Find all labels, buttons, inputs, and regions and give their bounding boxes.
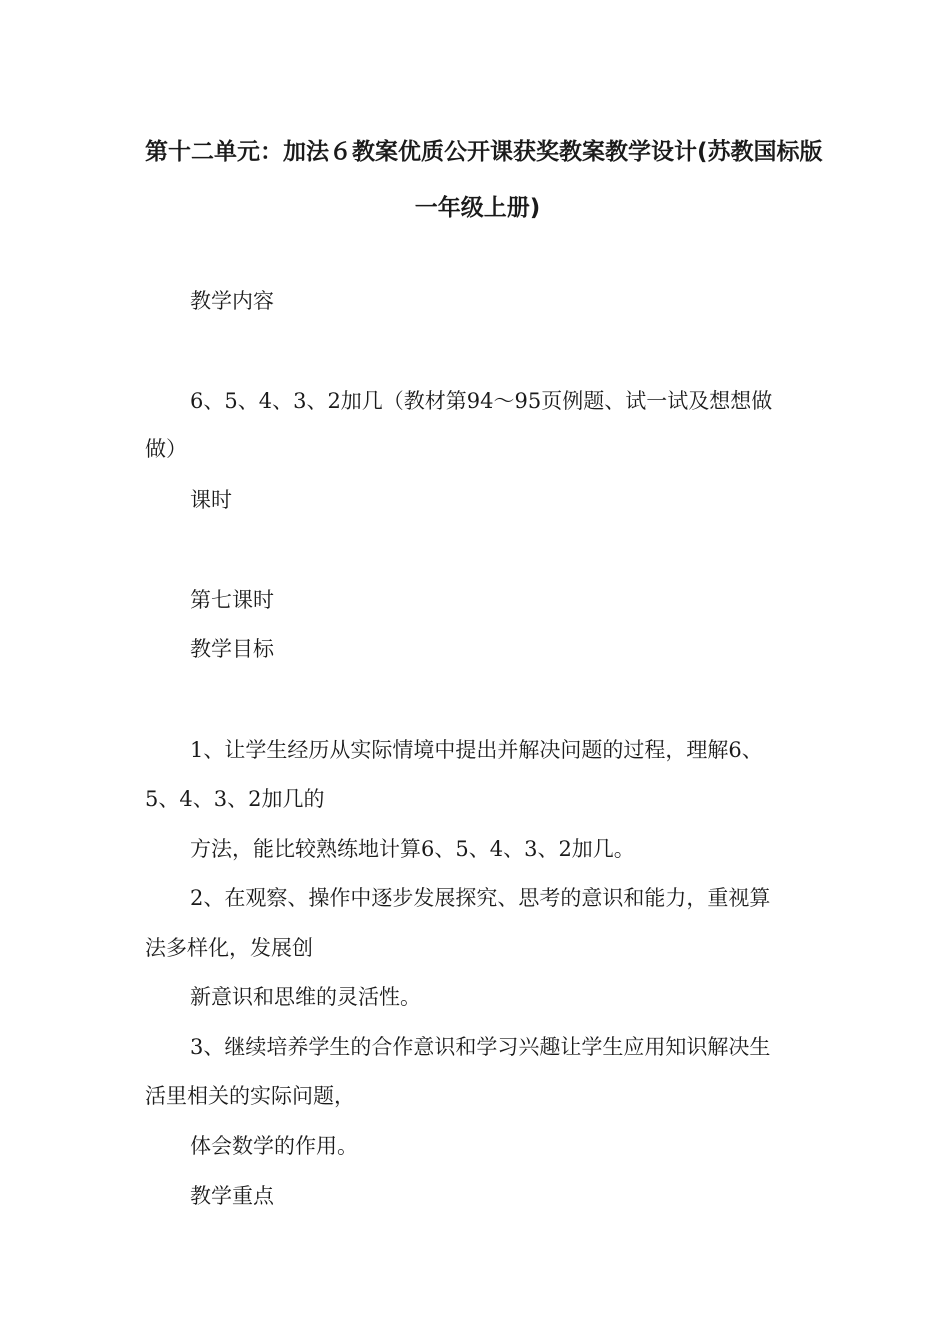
paragraph-line: 活里相关的实际问题， [145,1084,355,1108]
paragraph-line: 5、4、3、2加几的 [145,787,325,811]
paragraph-line: 体会数学的作用。 [190,1134,358,1158]
paragraph-line: 3、继续培养学生的合作意识和学习兴趣让学生应用知识解决生 [190,1035,771,1059]
paragraph-line: 6、5、4、3、2加几（教材第94～95页例题、试一试及想想做 [190,389,773,413]
section-heading-period: 课时 [190,488,232,512]
paragraph-line: 1、让学生经历从实际情境中提出并解决问题的过程，理解6、 [190,738,763,762]
section-heading-objectives: 教学目标 [190,637,274,661]
title-line-1: 第十二单元：加法６教案优质公开课获奖教案教学设计(苏教国标版 [145,139,823,165]
section-heading-content: 教学内容 [190,289,274,313]
paragraph-line: 做） [145,437,187,461]
paragraph-line: 方法，能比较熟练地计算6、5、4、3、2加几。 [190,837,635,861]
section-heading-key-points: 教学重点 [190,1184,274,1208]
paragraph-line: 2、在观察、操作中逐步发展探究、思考的意识和能力，重视算 [190,886,771,910]
paragraph-line: 新意识和思维的灵活性。 [190,985,421,1009]
title-line-2: 一年级上册) [414,195,541,221]
document-title [145,124,823,236]
paragraph-line: 第七课时 [190,588,274,612]
paragraph-line: 法多样化，发展创 [145,936,313,960]
